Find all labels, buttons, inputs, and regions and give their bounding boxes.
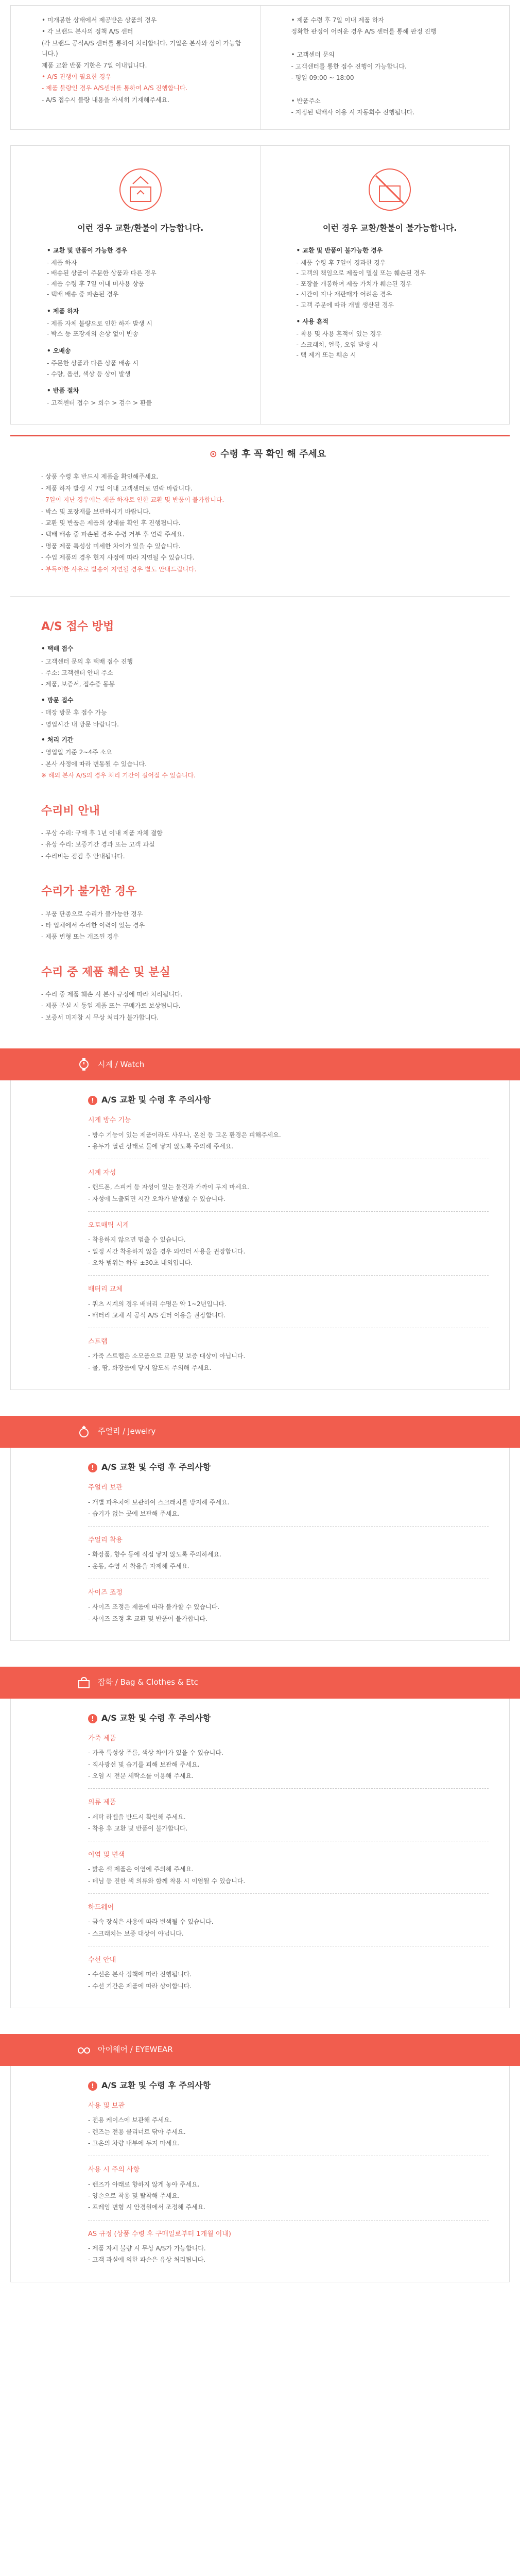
category-heading-text: A/S 교환 및 수령 후 주의사항: [101, 2080, 211, 2090]
category-block-heading: 사이즈 조정: [88, 1589, 123, 1597]
exchange-item-line: - 제품 수령 후 7일이 경과한 경우: [296, 259, 386, 267]
as-steps-line: - 고객센터 문의 후 택배 접수 진행: [41, 657, 133, 665]
category-block-line: - 배터리 교체 시 공식 A/S 센터 이용을 권장합니다.: [88, 1311, 226, 1319]
as-steps-heading: • 방문 접수: [41, 696, 74, 704]
notice-section: [10, 435, 510, 581]
category-block-heading: 이염 및 변색: [88, 1851, 125, 1859]
category-block-heading: 수선 안내: [88, 1956, 116, 1964]
warning-icon: !: [88, 1096, 97, 1105]
divider: [88, 1893, 489, 1894]
top-info-line: • 각 브랜드 본사의 정책 A/S 센터: [42, 28, 133, 36]
category-block-line: - 렌즈는 전용 클리너로 닦아 주세요.: [88, 2128, 186, 2136]
category-block-heading: 시계 방수 기능: [88, 1116, 131, 1125]
category-block-line: - 개별 파우치에 보관하여 스크래치를 방지해 주세요.: [88, 1498, 230, 1506]
category-block-line: - 습기가 없는 곳에 보관해 주세요.: [88, 1510, 180, 1517]
category-block-heading: AS 규정 (상품 수령 후 구매일로부터 1개월 이내): [88, 2230, 231, 2238]
exchange-item-line: - 배송된 상품이 주문한 상품과 다른 경우: [47, 269, 157, 277]
top-info-line: 제품 교환 반품 기한은 7일 이내입니다.: [42, 61, 147, 69]
category-block-line: - 수선 기간은 제품에 따라 상이합니다.: [88, 1982, 192, 1990]
top-info-line: - 제품 불량인 경우 A/S센터를 통하여 A/S 진행합니다.: [42, 84, 188, 92]
category-block-line: - 착용하지 않으면 멈출 수 있습니다.: [88, 1236, 186, 1244]
as-steps-emphasis: ※ 해외 본사 A/S의 경우 처리 기간이 길어질 수 있습니다.: [41, 772, 196, 779]
exchange-box: [10, 145, 510, 425]
category-heading: [88, 1460, 489, 1474]
as-steps-heading: • 택배 접수: [41, 645, 74, 653]
top-info-box: [10, 5, 510, 130]
category-heading-text: A/S 교환 및 수령 후 주의사항: [101, 1462, 211, 1472]
eyewear-icon: [77, 2043, 91, 2057]
category-block-line: - 전용 케이스에 보관해 주세요.: [88, 2116, 172, 2124]
top-info-line: - A/S 접수시 불량 내용을 자세히 기재해주세요.: [42, 96, 169, 104]
divider: [88, 1275, 489, 1276]
exchange-possible: [11, 146, 260, 424]
category-block-line: - 양손으로 착용 및 탈착해 주세요.: [88, 2192, 180, 2199]
category-block-line: - 자성에 노출되면 시간 오차가 발생할 수 있습니다.: [88, 1195, 226, 1202]
section-line: - 부품 단종으로 수리가 불가능한 경우: [41, 910, 143, 918]
exchange-item-line: - 착용 및 사용 흔적이 있는 경우: [296, 330, 382, 338]
category-banner-label: 아이웨어 / EYEWEAR: [98, 2045, 173, 2055]
as-steps-line: - 매장 방문 후 접수 가능: [41, 709, 107, 717]
section-line: - 수리 중 제품 훼손 시 본사 규정에 따라 처리됩니다.: [41, 991, 183, 998]
category-block-line: - 사이즈 조정 후 교환 및 반품이 불가합니다.: [88, 1615, 207, 1622]
loss-section: [10, 963, 510, 1023]
category-block-line: - 프레임 변형 시 안경원에서 조정해 주세요.: [88, 2204, 206, 2211]
top-info-left: [11, 6, 260, 129]
top-info-line: • A/S 진행이 필요한 경우: [42, 73, 111, 80]
notice-line: - 명품 제품 특성상 미세한 차이가 있을 수 있습니다.: [41, 542, 181, 550]
category-block-line: - 화장품, 향수 등에 직접 닿지 않도록 주의하세요.: [88, 1551, 221, 1558]
as-steps-line: - 제품, 보증서, 접수증 동봉: [41, 681, 115, 688]
category-banner-label: 주얼리 / Jewelry: [98, 1427, 156, 1436]
exchange-item-heading: • 반품 절차: [47, 387, 79, 394]
as-steps-line: - 주소: 고객센터 안내 주소: [41, 669, 113, 677]
warning-icon: !: [88, 1463, 97, 1472]
category-block-line: - 사이즈 조정은 제품에 따라 불가할 수 있습니다.: [88, 1603, 220, 1611]
notice-line: - 상품 수령 후 반드시 제품을 확인해주세요.: [41, 473, 159, 481]
category-block-line: - 스크래치는 보증 대상이 아닙니다.: [88, 1929, 184, 1937]
section-line: - 유상 수리: 보증기간 경과 또는 고객 과실: [41, 841, 155, 849]
exchange-item-line: - 스크래치, 얼룩, 오염 발생 시: [296, 341, 378, 348]
category-block-line: - 고객 과실에 의한 파손은 유상 처리됩니다.: [88, 2256, 206, 2264]
category-block-line: - 직사광선 및 습기를 피해 보관해 주세요.: [88, 1760, 200, 1768]
section-line: - 보증서 미지참 시 무상 처리가 불가합니다.: [41, 1013, 159, 1021]
exchange-item-line: - 주문한 상품과 다른 상품 배송 시: [47, 360, 138, 367]
category-block-line: - 착용 후 교환 및 반품이 불가합니다.: [88, 1824, 188, 1832]
category-block-line: - 렌즈가 아래로 향하지 않게 놓아 주세요.: [88, 2180, 200, 2188]
category-banner: [0, 2034, 520, 2066]
top-info-line: 정확한 판정이 어려운 경우 A/S 센터를 통해 판정 진행: [291, 28, 437, 36]
category-heading: [88, 2078, 489, 2092]
category-block-heading: 사용 및 보관: [88, 2102, 125, 2110]
notice-line: - 교환 및 반품은 제품의 상태를 확인 후 진행됩니다.: [41, 519, 181, 527]
category-block-line: - 고온의 차량 내부에 두지 마세요.: [88, 2140, 180, 2147]
top-info-line: • 제품 수령 후 7일 이내 제품 하자: [291, 16, 385, 24]
category-block-line: - 핸드폰, 스피커 등 자성이 있는 물건과 가까이 두지 마세요.: [88, 1183, 249, 1191]
notice-emphasis: - 부득이한 사유로 발송이 지연될 경우 별도 안내드립니다.: [41, 565, 197, 573]
category-block-heading: 스트랩: [88, 1338, 108, 1346]
exchange-item-line: - 고객 주문에 따라 개별 생산된 경우: [296, 301, 394, 309]
fee-title: 수리비 안내: [41, 804, 100, 818]
section-line: - 무상 수리: 구매 후 1년 이내 제품 자체 결함: [41, 829, 163, 837]
exchange-possible-title: 이런 경우 교환/환불이 가능합니다.: [77, 223, 204, 233]
section-line: - 제품 변형 또는 개조된 경우: [41, 933, 119, 941]
warning-icon: !: [88, 1714, 97, 1723]
category-block-heading: 시계 자성: [88, 1169, 116, 1177]
category-block-heading: 의류 제품: [88, 1799, 116, 1807]
top-info-line: - 지정된 택배사 이용 시 자동회수 진행됩니다.: [291, 109, 415, 116]
exchange-item-heading: • 오배송: [47, 347, 71, 354]
exchange-item-heading: • 사용 흔적: [296, 318, 328, 326]
category-banner: [0, 1048, 520, 1080]
jewelry-icon: [77, 1425, 91, 1438]
notice-line: - 박스 및 포장재를 보관하시기 바랍니다.: [41, 507, 151, 515]
exchange-item-heading: • 제품 하자: [47, 307, 79, 315]
category-block-heading: 사용 시 주의 사항: [88, 2166, 140, 2174]
category-banner: [0, 1667, 520, 1699]
category-block-line: - 쿼츠 시계의 경우 배터리 수명은 약 1~2년입니다.: [88, 1300, 227, 1308]
section-line: - 타 업체에서 수리한 이력이 있는 경우: [41, 921, 145, 929]
divider: [88, 1788, 489, 1789]
category-banner: [0, 1416, 520, 1448]
exchange-item-line: - 택 제거 또는 훼손 시: [296, 351, 356, 359]
category-heading-text: A/S 교환 및 수령 후 주의사항: [101, 1095, 211, 1105]
category-block-heading: 배터리 교체: [88, 1285, 123, 1294]
warning-icon: !: [88, 2081, 97, 2091]
category-block-line: - 제품 자체 불량 시 무상 A/S가 가능합니다.: [88, 2244, 206, 2252]
category-block-line: - 가죽 스트랩은 소모품으로 교환 및 보증 대상이 아닙니다.: [88, 1352, 246, 1360]
category-block-line: - 일정 시간 착용하지 않을 경우 와인더 사용을 권장합니다.: [88, 1247, 246, 1255]
category-block-line: - 밝은 색 제품은 이염에 주의해 주세요.: [88, 1866, 194, 1873]
exchange-impossible-icon: [367, 166, 413, 213]
top-info-line: • 고객센터 문의: [291, 51, 335, 59]
top-info-line: • 반품주소: [291, 97, 321, 105]
divider: [88, 1526, 489, 1527]
category-heading: [88, 1711, 489, 1725]
category-banner-label: 시계 / Watch: [98, 1059, 145, 1069]
divider: [88, 2220, 489, 2221]
watch-icon: [77, 1058, 91, 1071]
category-body: [10, 1699, 510, 2008]
fee-section: [10, 802, 510, 862]
top-info-line: (각 브랜드 공식A/S 센터를 통하여 처리합니다. 기일은 본사와 상이 가능합니다.): [42, 39, 241, 58]
top-info-line: - 평일 09:00 ~ 18:00: [291, 74, 354, 81]
category-block-line: - 용두가 열린 상태로 물에 닿지 않도록 주의해 주세요.: [88, 1142, 234, 1150]
category-block-line: - 운동, 수영 시 착용을 자제해 주세요.: [88, 1562, 190, 1570]
category-block-line: - 오차 범위는 하루 ±30초 내외입니다.: [88, 1259, 193, 1267]
category-block-line: - 세탁 라벨을 반드시 확인해 주세요.: [88, 1813, 186, 1821]
category-block-line: - 금속 장식은 사용에 따라 변색될 수 있습니다.: [88, 1918, 214, 1926]
exchange-item-line: - 택배 배송 중 파손된 경우: [47, 291, 119, 298]
category-block-line: - 가죽 특성상 주름, 색상 차이가 있을 수 있습니다.: [88, 1749, 223, 1757]
category-block-heading: 오토매틱 시계: [88, 1222, 129, 1230]
as-steps-heading: • 처리 기간: [41, 736, 74, 744]
exchange-item-heading: • 교환 및 반품이 불가능한 경우: [296, 246, 383, 254]
category-block-heading: 가죽 제품: [88, 1735, 116, 1743]
as-steps-line: - 영업일 기준 2~4주 소요: [41, 749, 112, 756]
category-heading: [88, 1093, 489, 1107]
notice-line: - 택배 배송 중 파손된 경우 수령 거부 후 연락 주세요.: [41, 531, 185, 538]
category-block-heading: 하드웨어: [88, 1904, 114, 1912]
category-body: [10, 2066, 510, 2282]
exchange-item-heading: • 교환 및 반품이 가능한 경우: [47, 246, 128, 254]
top-info-line: • 미개봉한 상태에서 제공받은 상품의 경우: [42, 16, 157, 24]
as-steps-title: A/S 접수 방법: [41, 620, 114, 633]
alert-icon: ⊙: [209, 448, 221, 460]
divider: [88, 1211, 489, 1212]
exchange-item-line: - 포장을 개봉하여 제품 가치가 훼손된 경우: [296, 280, 412, 287]
exchange-impossible: [260, 146, 510, 424]
category-block-line: - 물, 땀, 화장품에 닿지 않도록 주의해 주세요.: [88, 1364, 212, 1371]
exchange-item-line: - 제품 하자: [47, 259, 77, 267]
not-repair-title: 수리가 불가한 경우: [41, 885, 137, 899]
category-body: [10, 1080, 510, 1390]
notice-line: - 제품 하자 발생 시 7일 이내 고객센터로 연락 바랍니다.: [41, 484, 193, 492]
category-banner-label: 잡화 / Bag & Clothes & Etc: [98, 1677, 198, 1687]
bag-icon: [77, 1676, 91, 1689]
category-block-heading: 주얼리 보관: [88, 1484, 123, 1492]
notice-line: - 7일이 지난 경우에는 제품 하자로 인한 교환 및 반품이 불가합니다.: [41, 496, 224, 504]
exchange-impossible-title: 이런 경우 교환/환불이 불가능합니다.: [323, 223, 457, 233]
as-steps-line: - 본사 사정에 따라 변동될 수 있습니다.: [41, 760, 147, 768]
category-block-line: - 데님 등 진한 색 의류와 함께 착용 시 이염될 수 있습니다.: [88, 1877, 246, 1885]
top-info-line: [291, 84, 494, 94]
section-line: - 수리비는 점검 후 안내됩니다.: [41, 852, 125, 860]
exchange-item-line: - 수량, 옵션, 색상 등 상이 발생: [47, 370, 131, 378]
as-steps-section: [10, 617, 510, 781]
category-block-line: - 수선은 본사 정책에 따라 진행됩니다.: [88, 1971, 192, 1978]
exchange-item-line: - 박스 등 포장재의 손상 없이 반송: [47, 330, 138, 338]
top-info-line: [291, 38, 494, 48]
category-block-line: - 방수 기능이 있는 제품이라도 사우나, 온천 등 고온 환경은 피해주세요.: [88, 1131, 281, 1139]
not-repair-section: [10, 882, 510, 942]
section-line: - 제품 분실 시 동일 제품 또는 구매가로 보상됩니다.: [41, 1002, 181, 1010]
exchange-item-line: - 시간이 지나 재판매가 어려운 경우: [296, 291, 392, 298]
as-steps-line: - 영업시간 내 방문 바랍니다.: [41, 720, 119, 728]
notice-line: - 수입 제품의 경우 현지 사정에 따라 지연될 수 있습니다.: [41, 554, 195, 562]
exchange-item-line: - 제품 자체 불량으로 인한 하자 발생 시: [47, 320, 152, 328]
exchange-item-line: - 고객의 책임으로 제품이 멸실 또는 훼손된 경우: [296, 269, 426, 277]
category-block-line: - 오염 시 전문 세탁소를 이용해 주세요.: [88, 1772, 194, 1780]
exchange-possible-icon: [117, 166, 164, 213]
loss-title: 수리 중 제품 훼손 및 분실: [41, 965, 170, 979]
category-block-heading: 주얼리 착용: [88, 1536, 123, 1545]
exchange-item-line: - 고객센터 접수 > 회수 > 검수 > 환불: [47, 399, 152, 407]
exchange-item-line: - 제품 수령 후 7일 이내 미사용 상품: [47, 280, 145, 287]
top-info-line: - 고객센터를 통한 접수 진행이 가능합니다.: [291, 62, 407, 70]
category-heading-text: A/S 교환 및 수령 후 주의사항: [101, 1713, 211, 1723]
category-body: [10, 1448, 510, 1641]
top-info-right: [260, 6, 510, 129]
notice-title: ⊙ 수령 후 꼭 확인 해 주세요: [209, 448, 326, 460]
